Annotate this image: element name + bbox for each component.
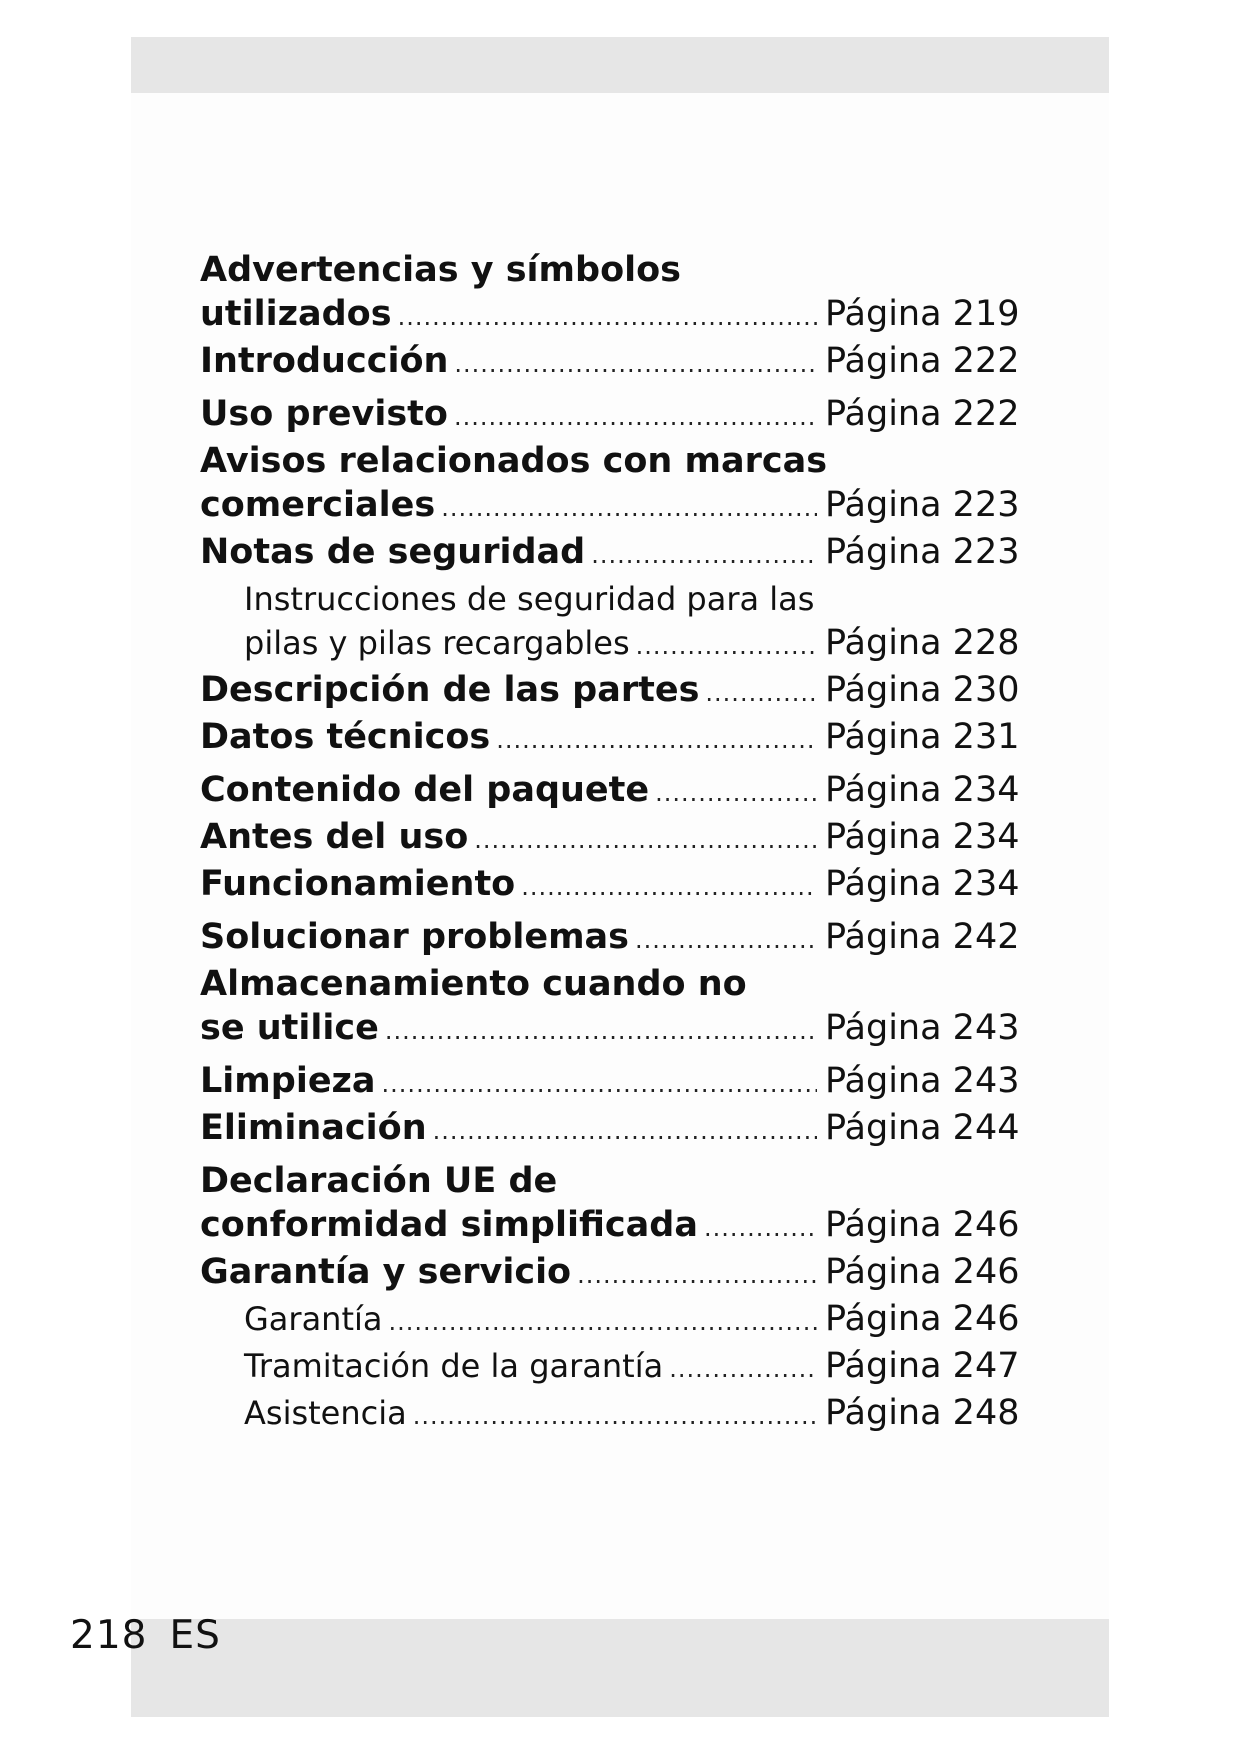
toc-entry-label: Funcionamiento [200, 864, 516, 904]
toc-page-ref: Página 222 [825, 394, 1020, 434]
toc-page-ref: Página 246 [825, 1299, 1020, 1339]
toc-page-ref: Página 219 [825, 294, 1020, 334]
toc-entry-label: Eliminación [200, 1108, 427, 1148]
toc-entry-garantia-servicio[interactable] [200, 1250, 1020, 1297]
toc-entry-label: Garantía [244, 1300, 383, 1338]
toc-entry-title-line1: Avisos relacionados con marcas [200, 441, 828, 481]
toc-entry-notas-seguridad[interactable] [200, 530, 1020, 577]
dot-leader [454, 342, 817, 386]
toc-page-ref: Página 242 [825, 917, 1020, 957]
toc-page-ref: Página 234 [825, 770, 1020, 810]
toc-entry-label: Contenido del paquete [200, 770, 650, 810]
toc-entry-label: Descripción de las partes [200, 670, 700, 710]
toc-entry-introduccion[interactable] [200, 339, 1020, 386]
toc-entry-label: Tramitación de la garantía [244, 1347, 664, 1385]
toc-page-ref: Página 243 [825, 1008, 1020, 1048]
dot-leader [521, 865, 817, 909]
dot-leader [389, 1300, 818, 1344]
toc-entry-title-line1: Advertencias y símbolos [200, 250, 681, 290]
toc-entry-avisos-marcas[interactable] [200, 439, 1020, 530]
toc-entry-label: Uso previsto [200, 394, 448, 434]
toc-entry-eliminacion[interactable] [200, 1106, 1020, 1153]
toc-entry-label: se utilice [200, 1008, 379, 1048]
dot-leader [496, 718, 817, 762]
dot-leader [398, 295, 817, 339]
toc-page-ref: Página 222 [825, 341, 1020, 381]
dot-leader [433, 1109, 817, 1153]
toc-entry-title-line1: Instrucciones de seguridad para las [244, 580, 815, 618]
page-number: 218 [70, 1613, 148, 1658]
header-band [131, 37, 1109, 93]
dot-leader [474, 818, 817, 862]
toc-page-ref: Página 248 [825, 1393, 1020, 1433]
toc-page-ref: Página 246 [825, 1205, 1020, 1245]
dot-leader [577, 1253, 817, 1297]
dot-leader [454, 395, 817, 439]
toc-page-ref: Página 234 [825, 817, 1020, 857]
toc-entry-descripcion-partes[interactable] [200, 668, 1020, 715]
dot-leader [591, 533, 817, 577]
dot-leader [382, 1062, 817, 1106]
dot-leader [704, 1206, 817, 1250]
page-footer [70, 1613, 243, 1658]
language-code: ES [169, 1613, 221, 1658]
toc-entry-contenido-paquete[interactable] [200, 768, 1020, 815]
dot-leader [635, 918, 817, 962]
table-of-contents [200, 248, 1020, 1438]
toc-entry-almacenamiento[interactable] [200, 962, 1020, 1053]
dot-leader [385, 1009, 817, 1053]
toc-page-ref: Página 231 [825, 717, 1020, 757]
toc-page-ref: Página 246 [825, 1252, 1020, 1292]
toc-page-ref: Página 223 [825, 532, 1020, 572]
toc-entry-label: comerciales [200, 485, 436, 525]
toc-entry-label: Asistencia [244, 1394, 407, 1432]
toc-entry-declaracion-ue[interactable] [200, 1159, 1020, 1250]
toc-entry-label: Solucionar problemas [200, 917, 630, 957]
toc-page-ref: Página 247 [825, 1346, 1020, 1386]
toc-entry-title-line1: Declaración UE de [200, 1161, 558, 1201]
toc-entry-antes-uso[interactable] [200, 815, 1020, 862]
toc-page-ref: Página 223 [825, 485, 1020, 525]
toc-entry-asistencia[interactable] [200, 1391, 1020, 1438]
toc-entry-uso-previsto[interactable] [200, 392, 1020, 439]
toc-entry-label: pilas y pilas recargables [244, 624, 630, 662]
toc-entry-datos-tecnicos[interactable] [200, 715, 1020, 762]
toc-page-ref: Página 244 [825, 1108, 1020, 1148]
toc-entry-label: utilizados [200, 294, 392, 334]
dot-leader [655, 771, 817, 815]
toc-entry-garantia[interactable] [200, 1297, 1020, 1344]
toc-page-ref: Página 243 [825, 1061, 1020, 1101]
toc-entry-limpieza[interactable] [200, 1059, 1020, 1106]
toc-entry-tramitacion-garantia[interactable] [200, 1344, 1020, 1391]
toc-entry-title-line1: Almacenamiento cuando no [200, 964, 747, 1004]
toc-entry-label: conformidad simplificada [200, 1205, 698, 1245]
toc-page-ref: Página 230 [825, 670, 1020, 710]
dot-leader [669, 1347, 817, 1391]
toc-page-ref: Página 234 [825, 864, 1020, 904]
dot-leader [441, 486, 817, 530]
toc-entry-instrucciones-pilas[interactable] [200, 577, 1020, 668]
toc-entry-label: Limpieza [200, 1061, 376, 1101]
dot-leader [705, 671, 817, 715]
toc-entry-advertencias[interactable] [200, 248, 1020, 339]
footer-band [131, 1619, 1109, 1717]
toc-entry-label: Introducción [200, 341, 449, 381]
toc-entry-label: Antes del uso [200, 817, 469, 857]
dot-leader [636, 624, 817, 668]
toc-entry-label: Notas de seguridad [200, 532, 586, 572]
toc-page-ref: Página 228 [825, 623, 1020, 663]
toc-entry-funcionamiento[interactable] [200, 862, 1020, 909]
toc-entry-label: Garantía y servicio [200, 1252, 572, 1292]
toc-entry-label: Datos técnicos [200, 717, 491, 757]
toc-entry-solucionar-problemas[interactable] [200, 915, 1020, 962]
dot-leader [413, 1394, 817, 1438]
